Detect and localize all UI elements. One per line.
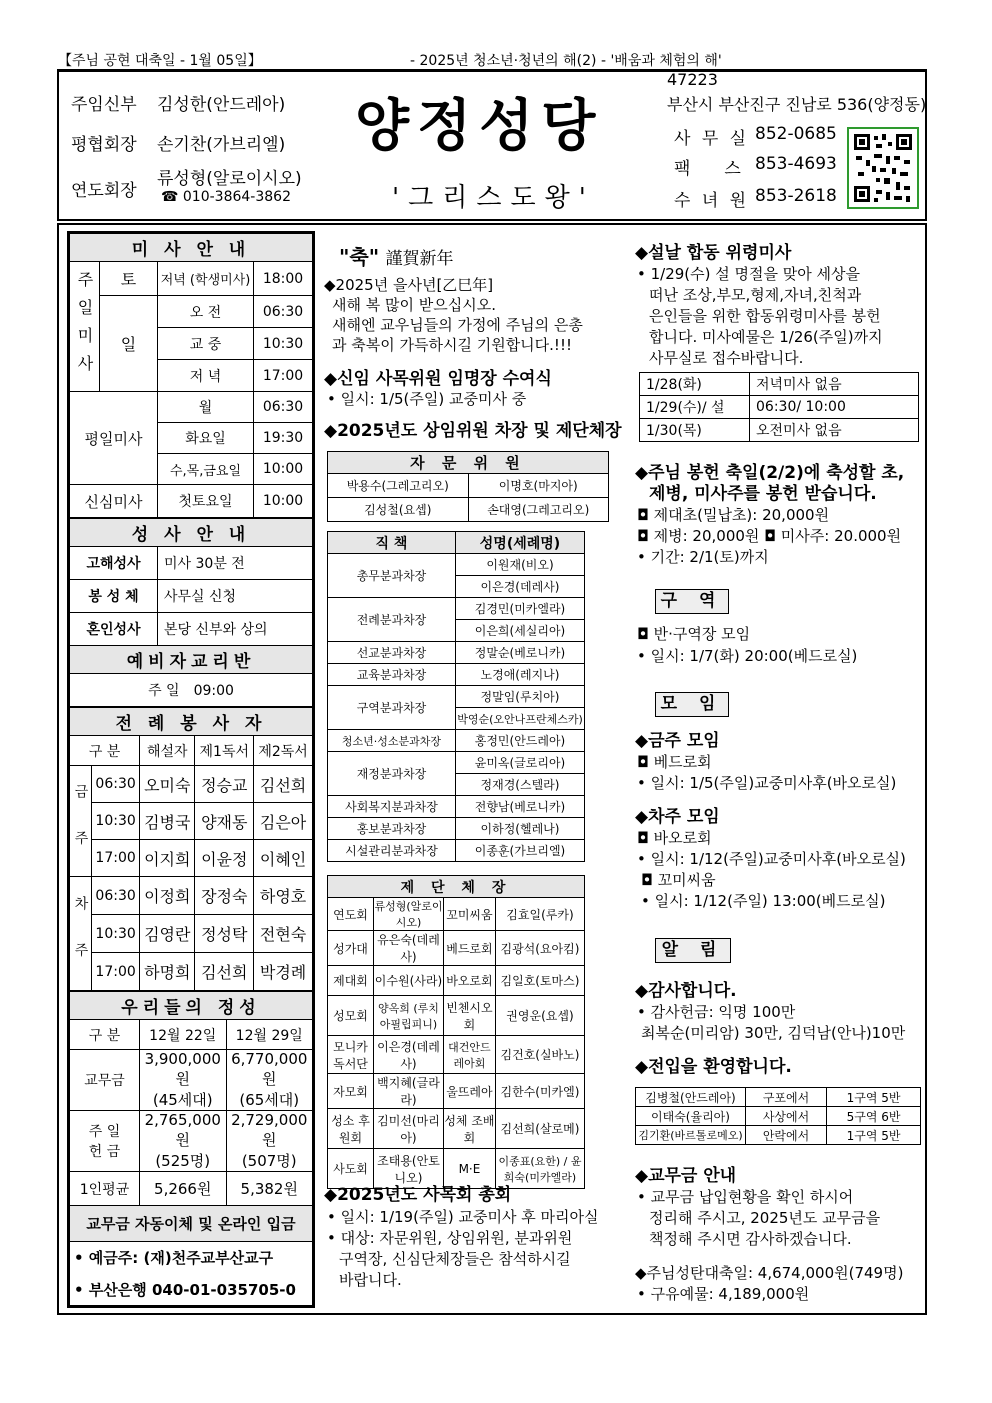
lit-reader1: 정성탁 xyxy=(195,915,254,953)
sched-note: 저녁미사 없음 xyxy=(750,373,919,396)
liturgy-table xyxy=(69,707,313,991)
lit-reader1: 김선희 xyxy=(195,953,254,991)
meeting-6: • 일시: 1/12(주일) 13:00(베드로실) xyxy=(641,892,886,910)
lit-commentator: 이지희 xyxy=(140,840,195,877)
notice-box: 알 림 xyxy=(655,938,731,963)
off-a1-amount: 3,900,000원 xyxy=(144,1050,221,1088)
meeting-4: • 일시: 1/12(주일)교중미사후(바오로실) xyxy=(637,850,906,868)
memorial-schedule-table xyxy=(639,372,919,442)
memorial-2: 떠난 조상,부모,형제,자녀,친척과 xyxy=(649,286,862,304)
off-b2-count: (507명) xyxy=(241,1152,297,1170)
group-name: 자모회 xyxy=(328,1074,374,1109)
welcome-table xyxy=(635,1087,921,1145)
group-leader: 이종표(요한) / 윤희숙(미카엘라) xyxy=(495,1149,584,1189)
weekday-t2: 19:30 xyxy=(254,423,313,454)
group-name: 성가대 xyxy=(328,931,374,966)
welcome-name: 김병철(안드레아) xyxy=(636,1088,746,1107)
convent-phone: 853-2618 xyxy=(755,186,837,206)
sunday-t3: 17:00 xyxy=(254,360,313,392)
committee-table xyxy=(327,531,585,862)
committee-box xyxy=(327,531,585,862)
name-cell: 전향남(베로니카) xyxy=(456,796,585,818)
weekday-1: 월 xyxy=(158,392,254,423)
catechism-time: 주 일 09:00 xyxy=(70,674,313,707)
group-name: 성소 후원회 xyxy=(328,1109,374,1149)
zone-box: 구 역 xyxy=(655,589,729,614)
christmas-offering: ◆주님성탄대축일: 4,674,000원(749명) xyxy=(635,1264,904,1282)
lit-commentator: 김영란 xyxy=(140,915,195,953)
lit-commentator: 김병국 xyxy=(140,803,195,840)
assembly-target-2: 구역장, 신심단체장들은 참석하시길 xyxy=(339,1250,571,1268)
group-name: 성체 조배회 xyxy=(443,1109,495,1149)
header xyxy=(57,69,927,221)
welcome-zone: 1구역 5반 xyxy=(827,1126,921,1145)
groups-table xyxy=(327,875,585,1189)
tithe-heading: ◆교무금 안내 xyxy=(635,1166,737,1186)
sunday-r1: 오 전 xyxy=(158,296,254,328)
group-leader: 김효일(루카) xyxy=(495,898,584,931)
devotion-label: 신심미사 xyxy=(70,485,158,518)
off-b1 xyxy=(140,1111,227,1172)
lit-commentator: 오미숙 xyxy=(140,766,195,803)
bulletin-body xyxy=(57,223,927,1315)
role-cell: 전례분과차장 xyxy=(328,598,456,642)
catechism-title: 예비자교리반 xyxy=(70,646,313,674)
appointment-heading: ◆신임 사목위원 임명장 수여식 xyxy=(324,369,552,389)
council-label: 평협회장 xyxy=(71,135,137,155)
off-b2 xyxy=(226,1111,313,1172)
role-cell: 청소년·성소분과차장 xyxy=(328,730,456,752)
sacr-v3: 본당 신부와 상의 xyxy=(158,613,313,646)
youth-label: 연도회장 xyxy=(71,181,137,201)
lit-time: 06:30 xyxy=(92,877,140,915)
advisor-name: 이명호(마지아) xyxy=(468,474,609,498)
lit-commentator: 하명희 xyxy=(140,953,195,991)
sunday-mass-label: 주일미사 xyxy=(70,262,100,392)
office-label: 사 무 실 xyxy=(674,129,750,149)
off-b: 주 일 헌 금 xyxy=(70,1111,140,1172)
saturday-time: 18:00 xyxy=(254,262,313,296)
welcome-zone: 5구역 6반 xyxy=(827,1107,921,1126)
group-leader: 김미선(마리아) xyxy=(374,1109,444,1149)
zone-1: ◘ 반·구역장 모임 xyxy=(637,625,751,643)
fax-label: 팩 스 xyxy=(674,159,741,179)
role-cell: 홍보분과차장 xyxy=(328,818,456,840)
name-cell: 홍정민(안드레아) xyxy=(456,730,585,752)
newyear-1: ◆2025년 을사년[乙巳年] xyxy=(324,276,494,294)
off-b2-amount: 2,729,000원 xyxy=(231,1111,308,1149)
sacr-v2: 사무실 신청 xyxy=(158,580,313,613)
welcome-name: 이태숙(율리아) xyxy=(636,1107,746,1126)
sched-date: 1/30(목) xyxy=(640,419,750,442)
lit-h2: 제1독서 xyxy=(195,736,254,766)
group-name: 성모회 xyxy=(328,996,374,1036)
sunday-t1: 06:30 xyxy=(254,296,313,328)
welcome-from: 안락에서 xyxy=(746,1126,827,1145)
name-cell: 이원재(비오) xyxy=(456,554,585,576)
group-leader: 김선희(살로메) xyxy=(495,1109,584,1149)
greeting-title xyxy=(339,247,454,269)
lit-reader2: 하영호 xyxy=(254,877,313,915)
weekday-label: 평일미사 xyxy=(70,392,158,485)
bank-title: 교무금 자동이체 및 온라인 입금 xyxy=(70,1206,313,1242)
role-cell: 재정분과차장 xyxy=(328,752,456,796)
off-c: 1인평균 xyxy=(70,1172,140,1206)
sacr-v1: 미사 30분 전 xyxy=(158,547,313,580)
group-leader: 양옥희 (루치아필립피니) xyxy=(374,996,444,1036)
groups-box xyxy=(327,875,585,1189)
meeting-box: 모 임 xyxy=(655,692,729,717)
group-leader: 류성형(알로이시오) xyxy=(374,898,444,931)
offering-table xyxy=(69,991,313,1306)
role-cell: 선교분과차장 xyxy=(328,642,456,664)
advisor-box xyxy=(327,451,609,522)
name-cell: 이은희(세실리아) xyxy=(456,620,585,642)
top-line xyxy=(58,50,722,70)
lit-time: 17:00 xyxy=(92,840,140,877)
off-h1: 12월 22일 xyxy=(140,1020,227,1050)
meeting-5: ◘ 꼬미씨움 xyxy=(641,871,716,889)
group-leader: 이수원(사라) xyxy=(374,966,444,996)
weekday-t1: 06:30 xyxy=(254,392,313,423)
this-week-label: 금 주 xyxy=(70,766,92,877)
committee-heading: ◆2025년도 상임위원 차장 및 제단체장 xyxy=(324,421,622,441)
meeting-1: ◘ 베드로회 xyxy=(637,753,712,771)
thanks-2: 최복순(미리암) 30만, 김덕남(안나)10만 xyxy=(641,1024,906,1042)
group-name: 연도회 xyxy=(328,898,374,931)
sunday-r3: 저 녁 xyxy=(158,360,254,392)
group-leader: 김광석(요아킴) xyxy=(495,931,584,966)
sched-note: 오전미사 없음 xyxy=(750,419,919,442)
off-a1 xyxy=(140,1050,227,1111)
fax-number: 853-4693 xyxy=(755,154,837,174)
pastor-name: 김성한(안드레아) xyxy=(157,95,286,115)
sacrament-table xyxy=(69,518,313,707)
name-cell: 정말임(루치아) xyxy=(456,686,585,708)
off-h2: 12월 29일 xyxy=(226,1020,313,1050)
group-name: 빈첸시오회 xyxy=(443,996,495,1036)
thanks-heading: ◆감사합니다. xyxy=(635,981,737,1001)
memorial-3: 은인들을 위한 합동위령미사를 봉헌 xyxy=(649,307,881,325)
saturday-name: 저녁 (학생미사) xyxy=(158,262,254,296)
parish-title: 양정성당 xyxy=(355,93,604,159)
next-week-label: 차 주 xyxy=(70,877,92,991)
lit-time: 10:30 xyxy=(92,915,140,953)
greeting-hanja: 謹賀新年 xyxy=(385,249,454,269)
role-cell: 시설관리분과차장 xyxy=(328,840,456,862)
group-name: 제대회 xyxy=(328,966,374,996)
welcome-from: 구포에서 xyxy=(746,1088,827,1107)
off-a: 교무금 xyxy=(70,1050,140,1111)
lit-reader1: 양재동 xyxy=(195,803,254,840)
memorial-5: 사무실로 접수바랍니다. xyxy=(649,349,804,367)
devotion-time: 10:00 xyxy=(254,485,313,518)
name-header: 성명(세례명) xyxy=(456,532,585,554)
top-right: - 2025년 청소년·청년의 해(2) - '배움과 체험의 해' xyxy=(410,53,722,69)
welcome-heading: ◆전입을 환영합니다. xyxy=(635,1057,792,1077)
postcode: 47223 xyxy=(667,70,718,89)
off-a2 xyxy=(226,1050,313,1111)
lit-time: 06:30 xyxy=(92,766,140,803)
sacr-c3: 혼인성사 xyxy=(70,613,158,646)
lit-reader1: 이윤정 xyxy=(195,840,254,877)
memorial-schedule-box xyxy=(639,372,919,442)
group-leader: 유은숙(데레사) xyxy=(374,931,444,966)
group-leader: 김한수(미카엘) xyxy=(495,1074,584,1109)
mass-schedule-table xyxy=(69,233,313,518)
name-cell: 이하정(헬레나) xyxy=(456,818,585,840)
parish-subtitle: '그리스도왕' xyxy=(392,183,595,213)
off-b1-count: (525명) xyxy=(155,1152,211,1170)
group-leader: 이은경(데레사) xyxy=(374,1036,444,1074)
group-leader: 김일호(토마스) xyxy=(495,966,584,996)
appointment-date: • 일시: 1/5(주일) 교중미사 중 xyxy=(327,390,527,408)
advisor-name: 박용수(그레고리오) xyxy=(328,474,469,498)
name-cell: 정재경(스텔라) xyxy=(456,774,585,796)
lit-commentator: 이정희 xyxy=(140,877,195,915)
mass-title: 미 사 안 내 xyxy=(70,234,313,262)
tithe-1: • 교무금 납입현황을 확인 하시어 xyxy=(637,1188,854,1206)
sched-note: 06:30/ 10:00 xyxy=(750,396,919,419)
name-cell: 박영순(오안나프란체스카) xyxy=(456,708,585,730)
advisor-table xyxy=(327,451,609,522)
bank-holder: • 예금주: (재)천주교부산교구 xyxy=(70,1242,313,1274)
name-cell: 윤미옥(글로리아) xyxy=(456,752,585,774)
sacr-c2: 봉 성 체 xyxy=(70,580,158,613)
group-leader: 백지혜(글라라) xyxy=(374,1074,444,1109)
devotion-day: 첫토요일 xyxy=(158,485,254,518)
greeting-chuk: "축" xyxy=(339,245,380,269)
advisor-name: 손대영(그레고리오) xyxy=(468,498,609,522)
group-name: 울뜨레아 xyxy=(443,1074,495,1109)
saturday-label: 토 xyxy=(100,262,158,296)
role-header: 직 책 xyxy=(328,532,456,554)
memorial-heading: ◆설날 합동 위령미사 xyxy=(635,243,792,263)
groups-title: 제 단 체 장 xyxy=(328,876,585,898)
off-b1-amount: 2,765,000원 xyxy=(144,1111,221,1149)
left-column xyxy=(67,231,315,1308)
top-left: 【주님 공현 대축일 - 1월 05일】 xyxy=(58,53,262,69)
lit-h0: 구 분 xyxy=(70,736,140,766)
group-name: 베드로회 xyxy=(443,931,495,966)
convent-label: 수 녀 원 xyxy=(674,191,750,211)
lit-reader2: 김선희 xyxy=(254,766,313,803)
sacrament-title: 성 사 안 내 xyxy=(70,519,313,547)
this-week-meeting: ◆금주 모임 xyxy=(635,731,720,751)
meeting-2: • 일시: 1/5(주일)교중미사후(바오로실) xyxy=(637,774,897,792)
lit-reader1: 장정숙 xyxy=(195,877,254,915)
welcome-box xyxy=(635,1087,921,1145)
sunday-label: 일 xyxy=(100,296,158,392)
group-name: 바오로회 xyxy=(443,966,495,996)
lit-reader2: 김은아 xyxy=(254,803,313,840)
newyear-4: 과 축복이 가득하시길 기원합니다.!!! xyxy=(332,336,572,354)
sunday-t2: 10:30 xyxy=(254,328,313,360)
role-cell: 구역분과차장 xyxy=(328,686,456,730)
assembly-date: • 일시: 1/19(주일) 교중미사 후 마리아실 xyxy=(327,1208,599,1226)
lit-h1: 해설자 xyxy=(140,736,195,766)
tithe-3: 책정해 주시면 감사하겠습니다. xyxy=(649,1230,852,1248)
lit-reader2: 전현숙 xyxy=(254,915,313,953)
off-c1: 5,266원 xyxy=(140,1172,227,1206)
sacr-c1: 고해성사 xyxy=(70,547,158,580)
youth-name: 류성형(알로이시오) xyxy=(157,169,302,189)
welcome-name: 김기환(바르톨로메오) xyxy=(636,1126,746,1145)
group-leader: 김건호(실바노) xyxy=(495,1036,584,1074)
lit-time: 10:30 xyxy=(92,803,140,840)
role-cell: 교육분과차장 xyxy=(328,664,456,686)
lit-h3: 제2독서 xyxy=(254,736,313,766)
off-a2-count: (65세대) xyxy=(239,1091,300,1109)
crib-offering: • 구유예물: 4,189,000원 xyxy=(637,1285,810,1303)
group-name: M·E xyxy=(443,1149,495,1189)
offering-notice-heading-2: 제병, 미사주를 봉헌 받습니다. xyxy=(649,484,877,504)
name-cell: 정말순(베로니카) xyxy=(456,642,585,664)
weekday-t3: 10:00 xyxy=(254,454,313,485)
group-name: 사도회 xyxy=(328,1149,374,1189)
offering-title: 우리들의 정성 xyxy=(70,992,313,1020)
host-wine-price: ◘ 제병: 20,000원 ◘ 미사주: 20.000원 xyxy=(637,527,902,545)
council-name: 손기찬(가브리엘) xyxy=(157,135,286,155)
name-cell: 김경민(미카엘라) xyxy=(456,598,585,620)
offering-period: • 기간: 2/1(토)까지 xyxy=(637,548,769,566)
zone-2: • 일시: 1/7(화) 20:00(베드로실) xyxy=(637,647,858,665)
assembly-target-3: 바랍니다. xyxy=(339,1271,402,1289)
memorial-1: • 1/29(수) 설 명절을 맞아 세상을 xyxy=(637,265,860,283)
group-name: 모니카 독서단 xyxy=(328,1036,374,1074)
sunday-r2: 교 중 xyxy=(158,328,254,360)
advisor-name: 김성철(요셉) xyxy=(328,498,469,522)
sched-date: 1/29(수)/ 설 xyxy=(640,396,750,419)
group-leader: 권영운(요셉) xyxy=(495,996,584,1036)
newyear-2: 새해 복 많이 받으십시오. xyxy=(332,296,496,314)
weekday-2: 화요일 xyxy=(158,423,254,454)
meeting-3: ◘ 바오로회 xyxy=(637,829,712,847)
bank-account: • 부산은행 040-01-035705-0 xyxy=(70,1274,313,1306)
off-c2: 5,382원 xyxy=(226,1172,313,1206)
off-a1-count: (45세대) xyxy=(152,1091,213,1109)
weekday-3: 수,목,금요일 xyxy=(158,454,254,485)
role-cell: 사회복지분과차장 xyxy=(328,796,456,818)
lit-reader2: 이혜인 xyxy=(254,840,313,877)
name-cell: 이종훈(가브리엘) xyxy=(456,840,585,862)
memorial-4: 합니다. 미사예물은 1/26(주일)까지 xyxy=(649,328,883,346)
name-cell: 노경애(레지나) xyxy=(456,664,585,686)
off-a2-amount: 6,770,000원 xyxy=(231,1050,308,1088)
liturgy-title: 전 례 봉 사 자 xyxy=(70,708,313,736)
thanks-1: • 감사헌금: 익명 100만 xyxy=(637,1003,796,1021)
group-name: 꼬미씨움 xyxy=(443,898,495,931)
candle-price: ◘ 제대초(밀납초): 20,000원 xyxy=(637,506,830,524)
assembly-target: • 대상: 자문위원, 상임위원, 분과위원 xyxy=(327,1229,573,1247)
group-name: 대건안드레아회 xyxy=(443,1036,495,1074)
youth-phone: ☎ 010-3864-3862 xyxy=(161,189,291,205)
office-phone: 852-0685 xyxy=(755,124,837,144)
assembly-heading: ◆2025년도 사목회 총회 xyxy=(324,1185,512,1205)
lit-reader1: 정승교 xyxy=(195,766,254,803)
advisor-title: 자 문 위 원 xyxy=(328,452,609,474)
lit-time: 17:00 xyxy=(92,953,140,991)
name-cell: 이은경(데레사) xyxy=(456,576,585,598)
welcome-from: 사상에서 xyxy=(746,1107,827,1126)
sched-date: 1/28(화) xyxy=(640,373,750,396)
next-week-meeting: ◆차주 모임 xyxy=(635,807,720,827)
welcome-zone: 1구역 5반 xyxy=(827,1088,921,1107)
offering-notice-heading: ◆주님 봉헌 축일(2/2)에 축성할 초, xyxy=(635,463,905,483)
role-cell: 총무분과차장 xyxy=(328,554,456,598)
tithe-2: 정리해 주시고, 2025년도 교무금을 xyxy=(649,1209,881,1227)
address: 부산시 부산진구 진남로 536(양정동) xyxy=(667,95,927,114)
group-leader: 조태용(안토니오) xyxy=(374,1149,444,1189)
pastor-label: 주임신부 xyxy=(71,95,137,115)
off-h0: 구 분 xyxy=(70,1020,140,1050)
lit-reader2: 박경례 xyxy=(254,953,313,991)
qr-code-icon xyxy=(847,127,919,209)
newyear-3: 새해엔 교우님들의 가정에 주님의 은총 xyxy=(332,316,583,334)
